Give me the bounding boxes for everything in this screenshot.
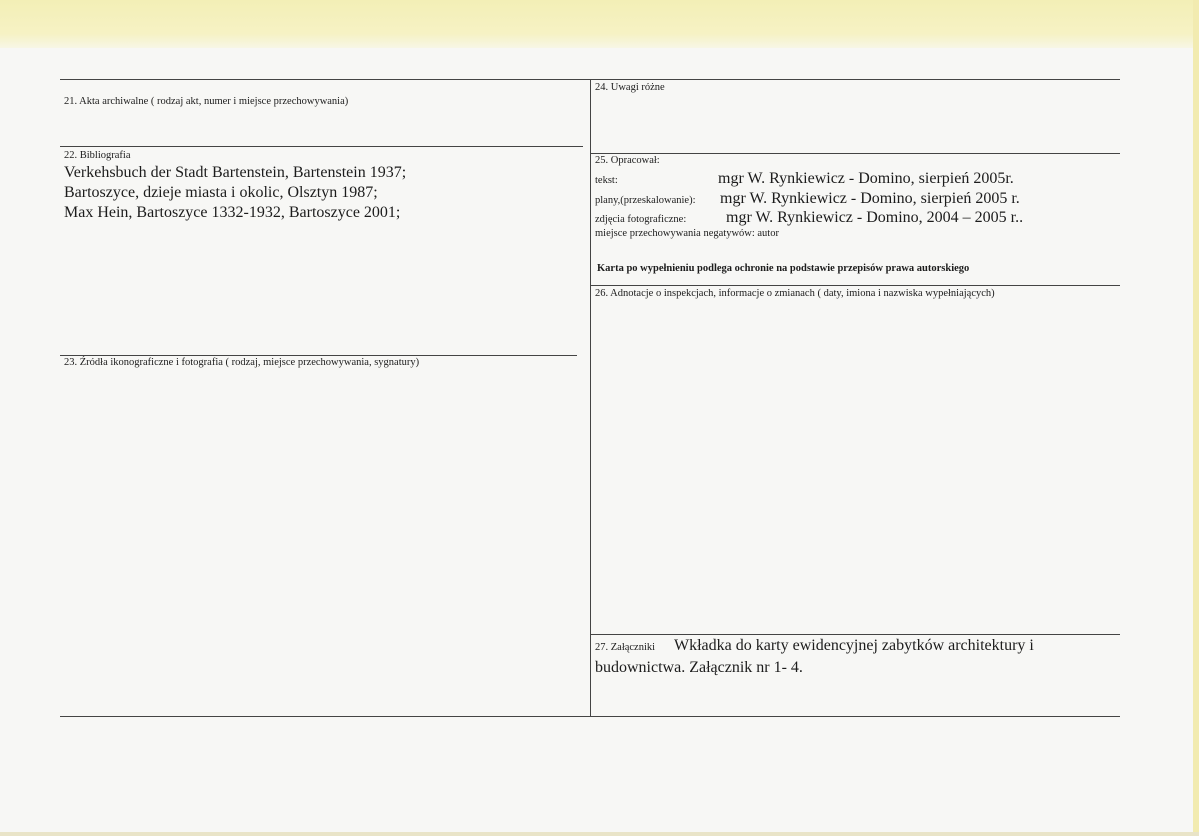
paper-top-band — [0, 0, 1199, 48]
section-24-label: 24. Uwagi różne — [595, 82, 665, 93]
plany-label: plany,(przeskalowanie): — [595, 195, 696, 206]
zdjecia-value: mgr W. Rynkiewicz - Domino, 2004 – 2005 r.. — [726, 209, 1024, 226]
bibliography-line-2: Bartoszyce, dzieje miasta i okolic, Olsztyn 1987; — [64, 184, 378, 201]
section-22-label: 22. Bibliografia — [64, 150, 131, 161]
divider-23 — [60, 355, 577, 356]
section-23-label: 23. Źródła ikonograficzne i fotografia ( rodzaj, miejsce przechowywania, sygnatury) — [64, 357, 420, 368]
paper-bottom-edge — [0, 832, 1199, 836]
section-26-label: 26. Adnotacje o inspekcjach, informacje o zmianach ( daty, imiona i nazwiska wypełniających) — [595, 288, 995, 299]
divider-25 — [590, 153, 1120, 154]
divider-22 — [60, 146, 583, 147]
section-21-label: 21. Akta archiwalne ( rodzaj akt, numer i miejsce przechowywania) — [64, 96, 349, 107]
divider-bottom — [60, 716, 1120, 717]
tekst-value: mgr W. Rynkiewicz - Domino, sierpień 2005r. — [718, 170, 1014, 187]
divider-center — [590, 79, 591, 716]
section-25-label: 25. Opracował: — [595, 155, 660, 166]
divider-26 — [590, 285, 1120, 286]
zdjecia-label: zdjęcia fotograficzne: — [595, 214, 687, 225]
plany-value: mgr W. Rynkiewicz - Domino, sierpień 2005 r. — [720, 190, 1020, 207]
section-27-value-line-2: budownictwa. Załącznik nr 1- 4. — [595, 659, 803, 676]
bibliography-line-1: Verkehsbuch der Stadt Bartenstein, Bartenstein 1937; — [64, 164, 407, 181]
copyright-note: Karta po wypełnieniu podlega ochronie na podstawie przepisów prawa autorskiego — [597, 263, 970, 274]
tekst-label: tekst: — [595, 175, 618, 186]
divider-27 — [590, 634, 1120, 635]
section-27-label: 27. Załączniki — [595, 642, 656, 653]
bibliography-line-3: Max Hein, Bartoszyce 1332-1932, Bartoszyce 2001; — [64, 204, 401, 221]
section-27-value-line-1: Wkładka do karty ewidencyjnej zabytków architektury i — [674, 637, 1034, 654]
negatywy-text: miejsce przechowywania negatywów: autor — [595, 228, 779, 239]
paper-right-band — [1193, 0, 1199, 836]
